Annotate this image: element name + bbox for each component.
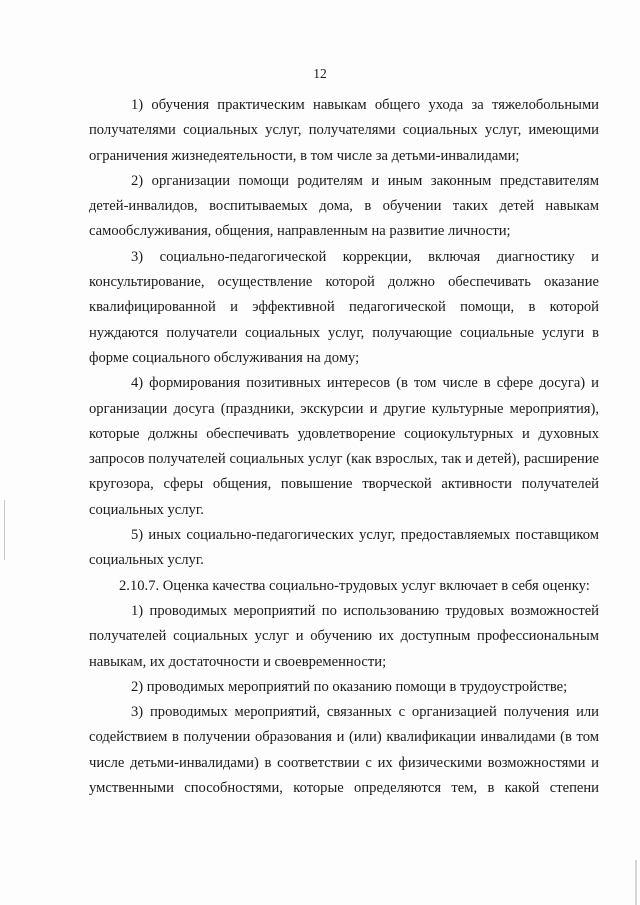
paragraph-item-5: 5) иных социально-педагогических услуг, предоставляемых поставщиком социальных услуг.: [89, 527, 599, 569]
paragraph-assessment-3: 3) проводимых мероприятий, связанных с организацией получения или содействием в получении образования и (или) квалификации инвалидами (в том числе детьми-инвалидами) в соответствии с их физическими возможностями и умственными способностями, которые определяются тем, в какой степени: [89, 704, 599, 797]
scan-edge-mark: [4, 500, 5, 560]
body-text: [89, 93, 599, 801]
paragraph-item-3: 3) социально-педагогической коррекции, включая диагностику и консультирование, осуществление которой должно обеспечивать оказание квалифицированной и эффективной педагогической помощи, в которой нуждаются получатели социальных услуг, получающие социальные услуги в форме социального обслуживания на дому;: [89, 248, 599, 366]
paragraph-assessment-1: 1) проводимых мероприятий по использованию трудовых возможностей получателей социальных услуг и обучению их доступным профессиональным навыкам, их достаточности и своевременности;: [89, 602, 599, 670]
paragraph-item-4: 4) формирования позитивных интересов (в том числе в сфере досуга) и организации досуга (праздники, экскурсии и другие культурные мероприятия), которые должны обеспечивать удовлетворение социокультурных и духовных запросов получателей социальных услуг (как взрослых, так и детей), расширение кругозора, сферы общения, повышение творческой активности получателей социальных услуг.: [89, 375, 599, 518]
paragraph-item-1: 1) обучения практическим навыкам общего ухода за тяжелобольными получателями социальных услуг, получателями социальных услуг, имеющими ограничения жизнедеятельности, в том числе за детьми-инвалидами;: [89, 97, 599, 164]
paragraph-item-2: 2) организации помощи родителям и иным законным представителям детей-инвалидов, воспитываемых дома, в обучении таких детей навыкам самообслуживания, общения, направленным на развитие личности;: [89, 172, 599, 240]
scan-edge-right: [635, 860, 637, 905]
section-heading-2-10-7: 2.10.7. Оценка качества социально-трудовых услуг включает в себя оценку:: [119, 577, 590, 594]
page-number: 12: [313, 66, 327, 81]
paragraph-assessment-2: 2) проводимых мероприятий по оказанию помощи в трудоустройстве;: [131, 678, 568, 695]
